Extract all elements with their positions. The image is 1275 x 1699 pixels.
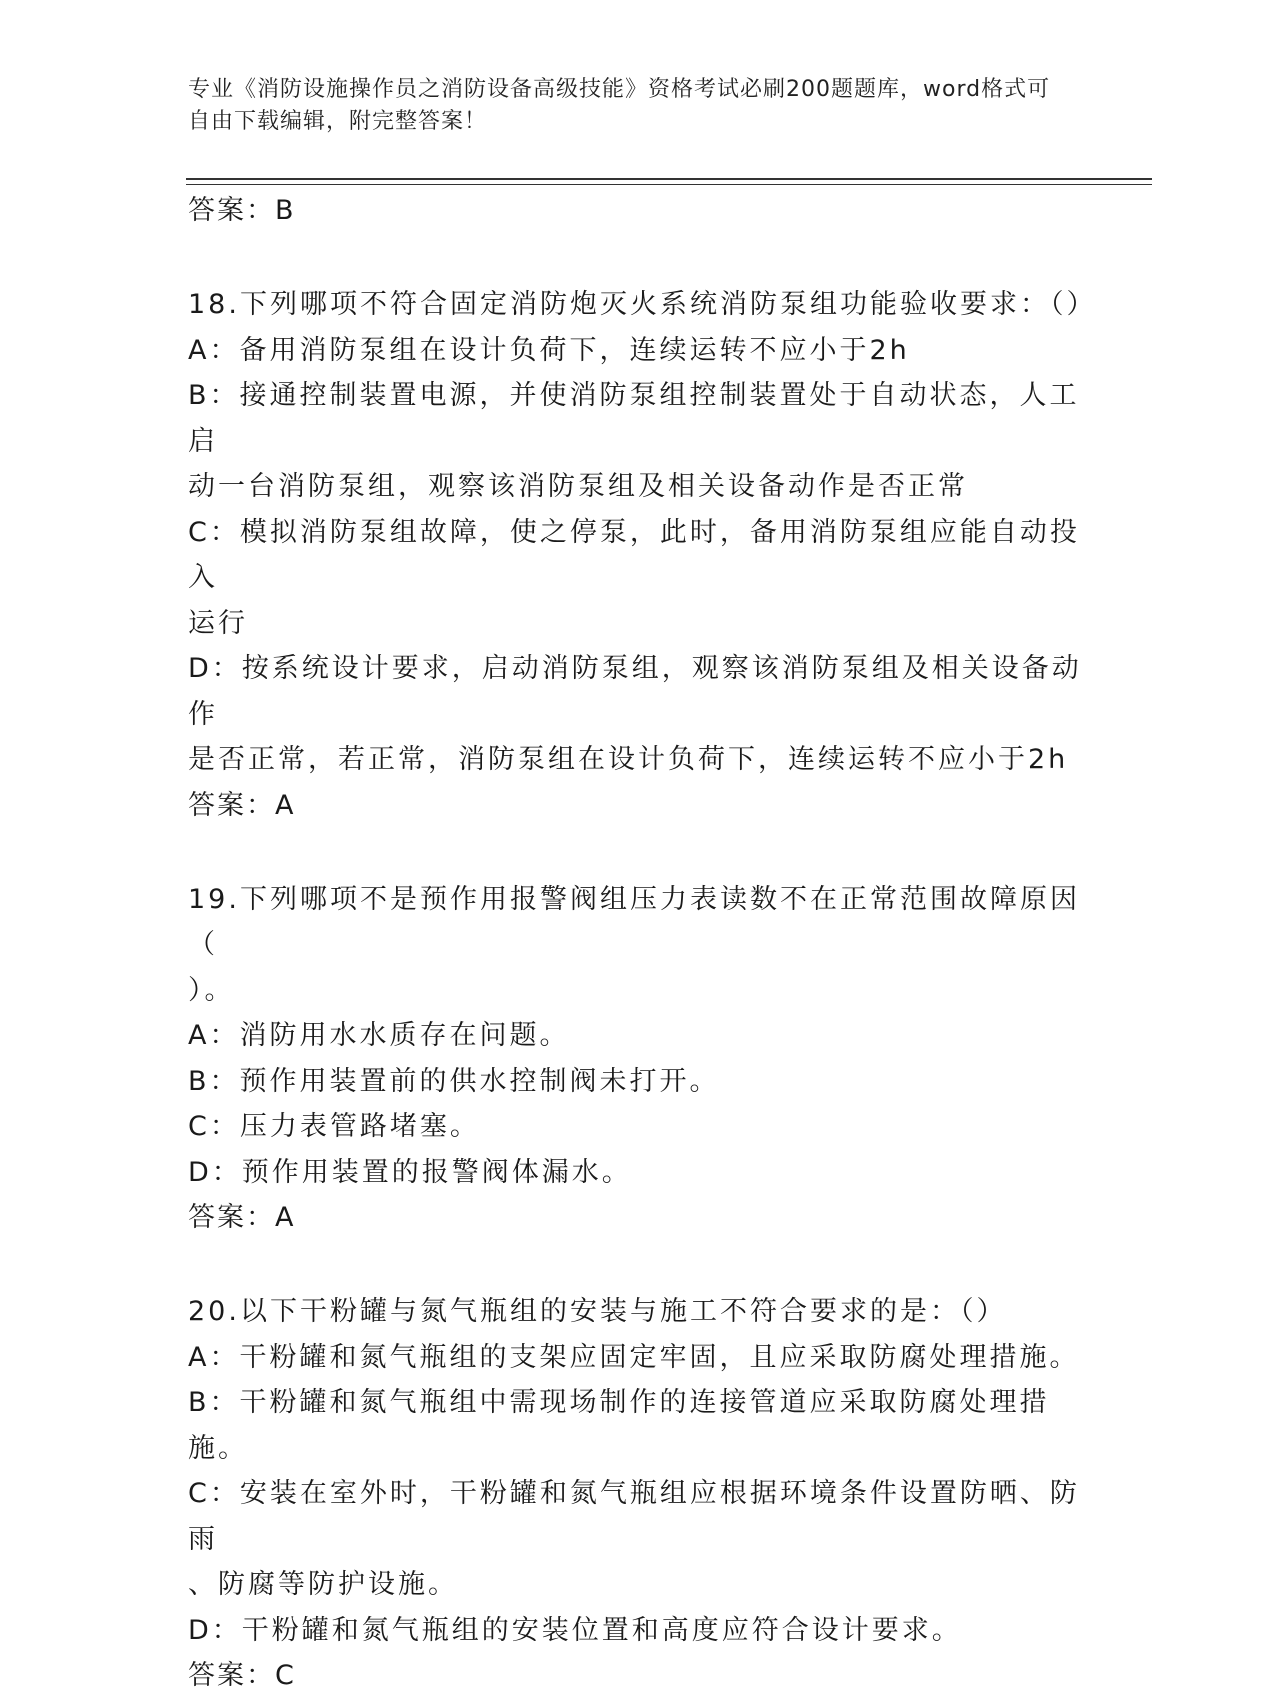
- header-divider-thick: [186, 178, 1152, 180]
- question-stem-continued: ）。: [188, 974, 235, 1006]
- header-text: 专业《消防设施操作员之消防设备高级技能》资格考试必刷200题题库，word格式可自由下载编辑，附完整答案！: [188, 77, 1051, 134]
- question-stem: 19.下列哪项不是预作用报警阀组压力表读数不在正常范围故障原因（: [188, 883, 1080, 960]
- page-header: [188, 74, 1068, 138]
- question-20: [188, 1289, 1088, 1699]
- option-b: B：接通控制装置电源，并使消防泵组控制装置处于自动状态，人工启: [188, 380, 1080, 457]
- option-c: C：压力表管路堵塞。: [188, 1111, 480, 1142]
- answer: 答案：A: [188, 789, 296, 821]
- question-18: [188, 282, 1097, 829]
- option-c-continued: 运行: [188, 607, 248, 639]
- option-d: D：按系统设计要求，启动消防泵组，观察该消防泵组及相关设备动作: [188, 653, 1082, 730]
- option-a: A：备用消防泵组在设计负荷下，连续运转不应小于2h: [188, 334, 910, 366]
- option-c: C：安装在室外时，干粉罐和氮气瓶组应根据环境条件设置防晒、防雨: [188, 1478, 1080, 1555]
- option-b: B：干粉罐和氮气瓶组中需现场制作的连接管道应采取防腐处理措施。: [188, 1387, 1050, 1464]
- option-d: D：预作用装置的报警阀体漏水。: [188, 1156, 632, 1188]
- option-d: D：干粉罐和氮气瓶组的安装位置和高度应符合设计要求。: [188, 1614, 962, 1646]
- question-stem: 20.以下干粉罐与氮气瓶组的安装与施工不符合要求的是：（）: [188, 1296, 1007, 1327]
- option-c: C：模拟消防泵组故障，使之停泵，此时，备用消防泵组应能自动投入: [188, 516, 1080, 593]
- question-19: [188, 877, 1088, 1242]
- header-divider-thin: [186, 184, 1152, 185]
- option-b-continued: 动一台消防泵组，观察该消防泵组及相关设备动作是否正常: [188, 471, 968, 502]
- option-b: B：预作用装置前的供水控制阀未打开。: [188, 1065, 720, 1097]
- option-c-continued: 、防腐等防护设施。: [188, 1569, 458, 1600]
- option-d-continued: 是否正常，若正常，消防泵组在设计负荷下，连续运转不应小于2h: [188, 744, 1069, 775]
- answer: 答案：C: [188, 1660, 296, 1691]
- option-a: A：干粉罐和氮气瓶组的支架应固定牢固，且应采取防腐处理措施。: [188, 1341, 1080, 1373]
- answer: 答案：A: [188, 1202, 296, 1233]
- question-stem: 18.下列哪项不符合固定消防炮灭火系统消防泵组功能验收要求：（）: [188, 289, 1097, 320]
- question-list: [188, 188, 1097, 1699]
- option-a: A：消防用水水质存在问题。: [188, 1020, 570, 1051]
- previous-answer: 答案：B: [188, 195, 296, 226]
